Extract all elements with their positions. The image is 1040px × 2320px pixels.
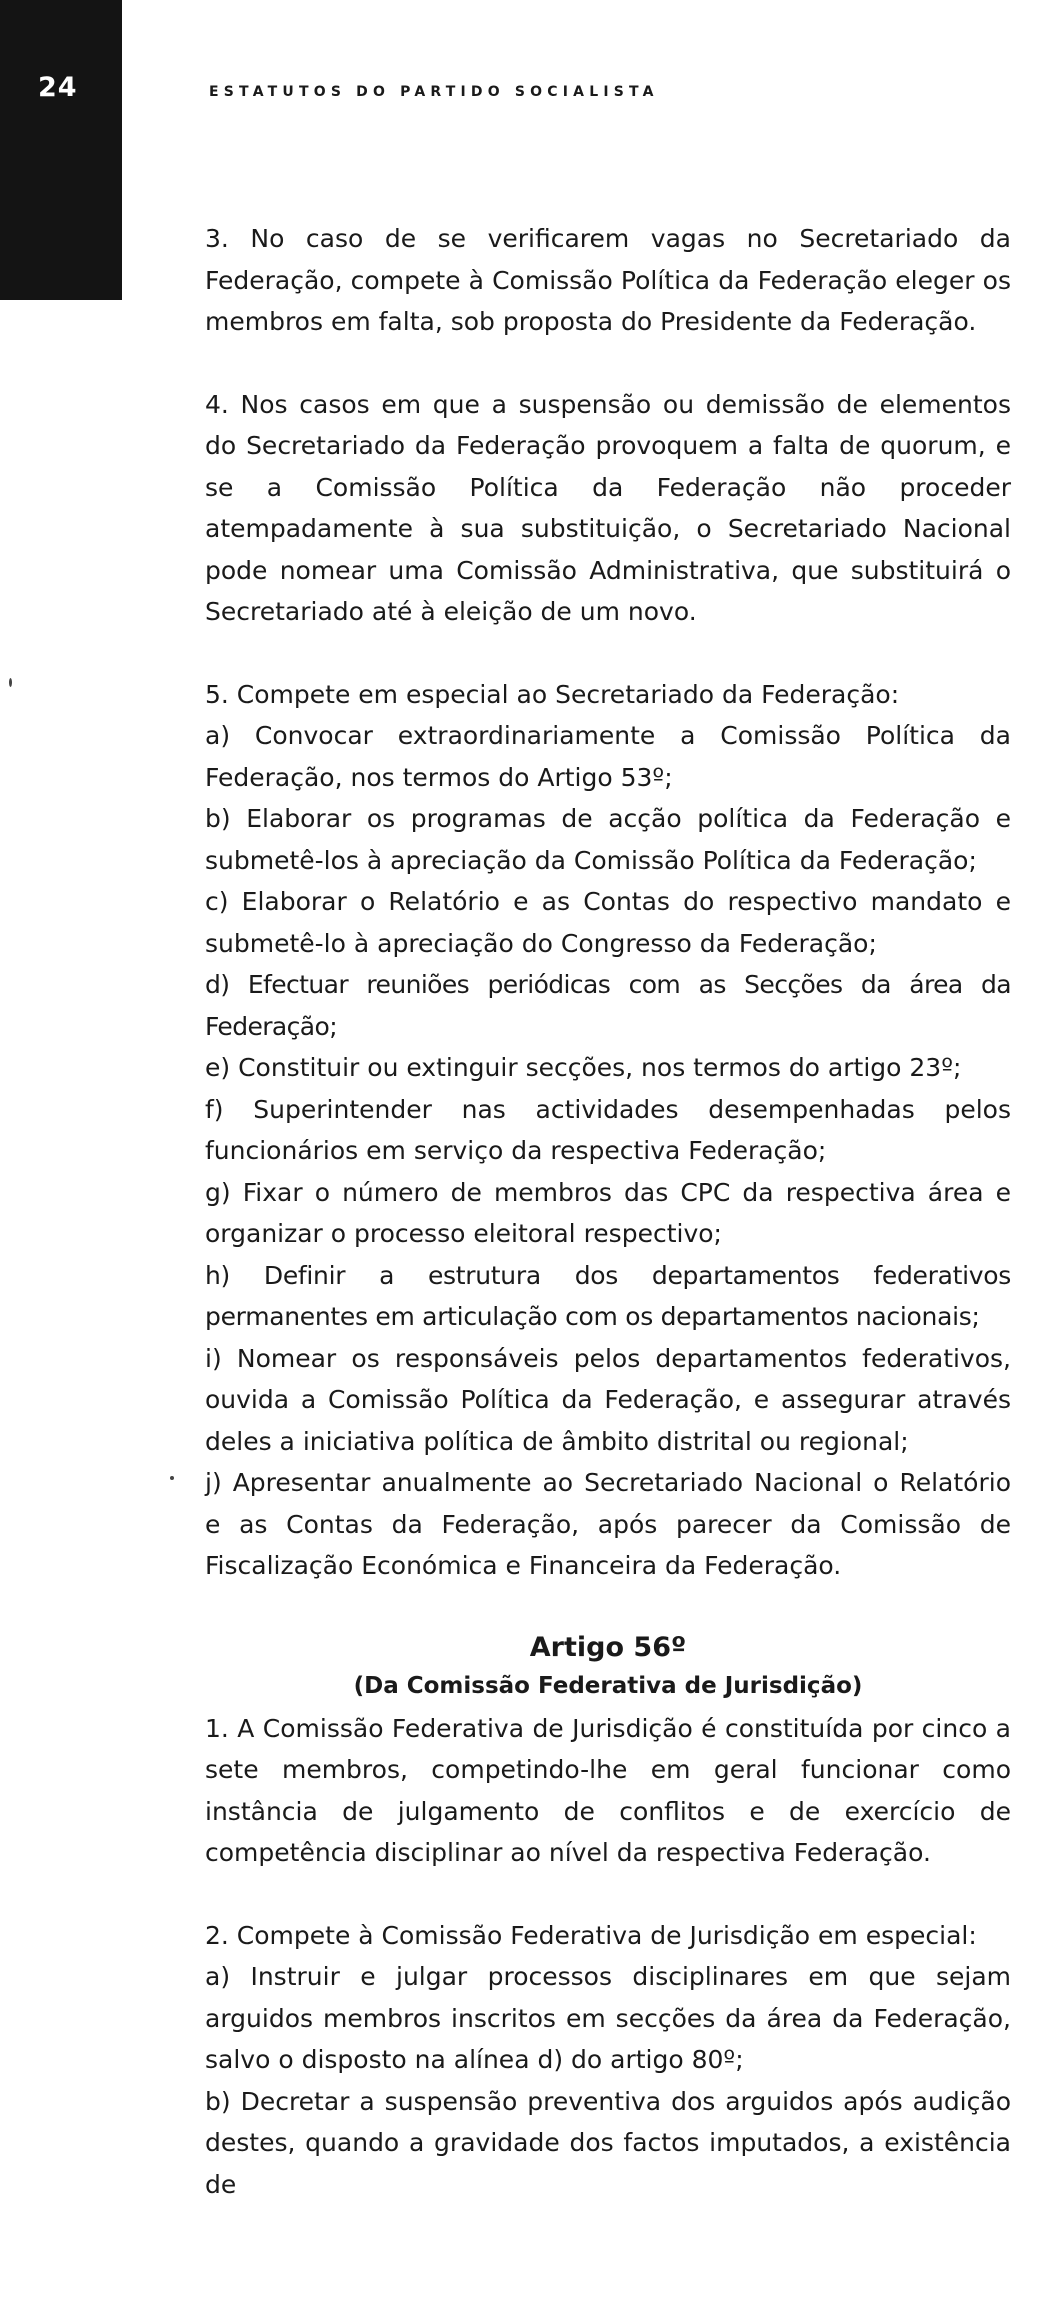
list-item-h: h) Definir a estrutura dos departamentos federativos permanentes em articulação com os departamentos nacionais; [205, 1260, 1011, 1331]
scan-speck [170, 1476, 174, 1480]
paragraph-5 [205, 674, 1011, 1587]
page-body [205, 218, 1011, 2205]
paragraph-5-intro: 5. Compete em especial ao Secretariado da Federação: [205, 679, 900, 709]
paragraph-4: 4. Nos casos em que a suspensão ou demissão de elementos do Secretariado da Federação provoquem a falta de quorum, e se a Comissão Política da Federação não proceder atempadamente à sua substituição, o Secretariado Nacional pode nomear uma Comissão Administrativa, que substituirá o Secretariado até à eleição de um novo. [205, 389, 1011, 626]
list-item-j: j) Apresentar anualmente ao Secretariado Nacional o Relatório e as Contas da Federação, após parecer da Comissão de Fiscalização Económica e Financeira da Federação. [205, 1468, 1011, 1580]
running-title: ESTATUTOS DO PARTIDO SOCIALISTA [209, 84, 659, 100]
list-item-g: g) Fixar o número de membros das CPC da respectiva área e organizar o processo eleitoral respectivo; [205, 1177, 1011, 1248]
scan-speck [9, 678, 12, 687]
page-number-tab [0, 0, 122, 300]
page-number: 24 [38, 72, 78, 103]
article-paragraph-1: 1. A Comissão Federativa de Jurisdição é constituída por cinco a sete membros, competindo-lhe em geral funcionar como instância de julgamento de conflitos e de exercício de competência disciplinar ao nível da respectiva Federação. [205, 1713, 1011, 1867]
list-item-e: e) Constituir ou extinguir secções, nos termos do artigo 23º; [205, 1053, 962, 1082]
paragraph-3: 3. No caso de se verificarem vagas no Secretariado da Federação, compete à Comissão Política da Federação eleger os membros em falta, sob proposta do Presidente da Federação. [205, 224, 1011, 336]
list-item-i: i) Nomear os responsáveis pelos departamentos federativos, ouvida a Comissão Política da Federação, e assegurar através deles a iniciativa política de âmbito distrital ou regional; [205, 1343, 1011, 1456]
article-list-item-b: b) Decretar a suspensão preventiva dos arguidos após audição destes, quando a gravidade dos factos imputados, a existência de [205, 2086, 1011, 2199]
list-item-f: f) Superintender nas actividades desempenhadas pelos funcionários em serviço da respectiva Federação; [205, 1094, 1011, 1165]
article-paragraph-2 [205, 1915, 1011, 2206]
article-list-item-a: a) Instruir e julgar processos disciplinares em que sejam arguidos membros inscritos em secções da área da Federação, salvo o disposto na alínea d) do artigo 80º; [205, 1962, 1011, 2074]
article-subheading: (Da Comissão Federativa de Jurisdição) [353, 1672, 863, 1699]
list-item-c: c) Elaborar o Relatório e as Contas do respectivo mandato e submetê-lo à apreciação do Congresso da Federação; [205, 887, 1011, 958]
list-item-a: a) Convocar extraordinariamente a Comissão Política da Federação, nos termos do Artigo 53º; [205, 721, 1011, 792]
list-item-d: d) Efectuar reuniões periódicas com as Secções da área da Federação; [205, 970, 1011, 1041]
article-heading: Artigo 56º [529, 1631, 687, 1663]
list-item-b: b) Elaborar os programas de acção política da Federação e submetê-los à apreciação da Comissão Política da Federação; [205, 804, 1011, 875]
article-paragraph-2-intro: 2. Compete à Comissão Federativa de Jurisdição em especial: [205, 1920, 977, 1950]
